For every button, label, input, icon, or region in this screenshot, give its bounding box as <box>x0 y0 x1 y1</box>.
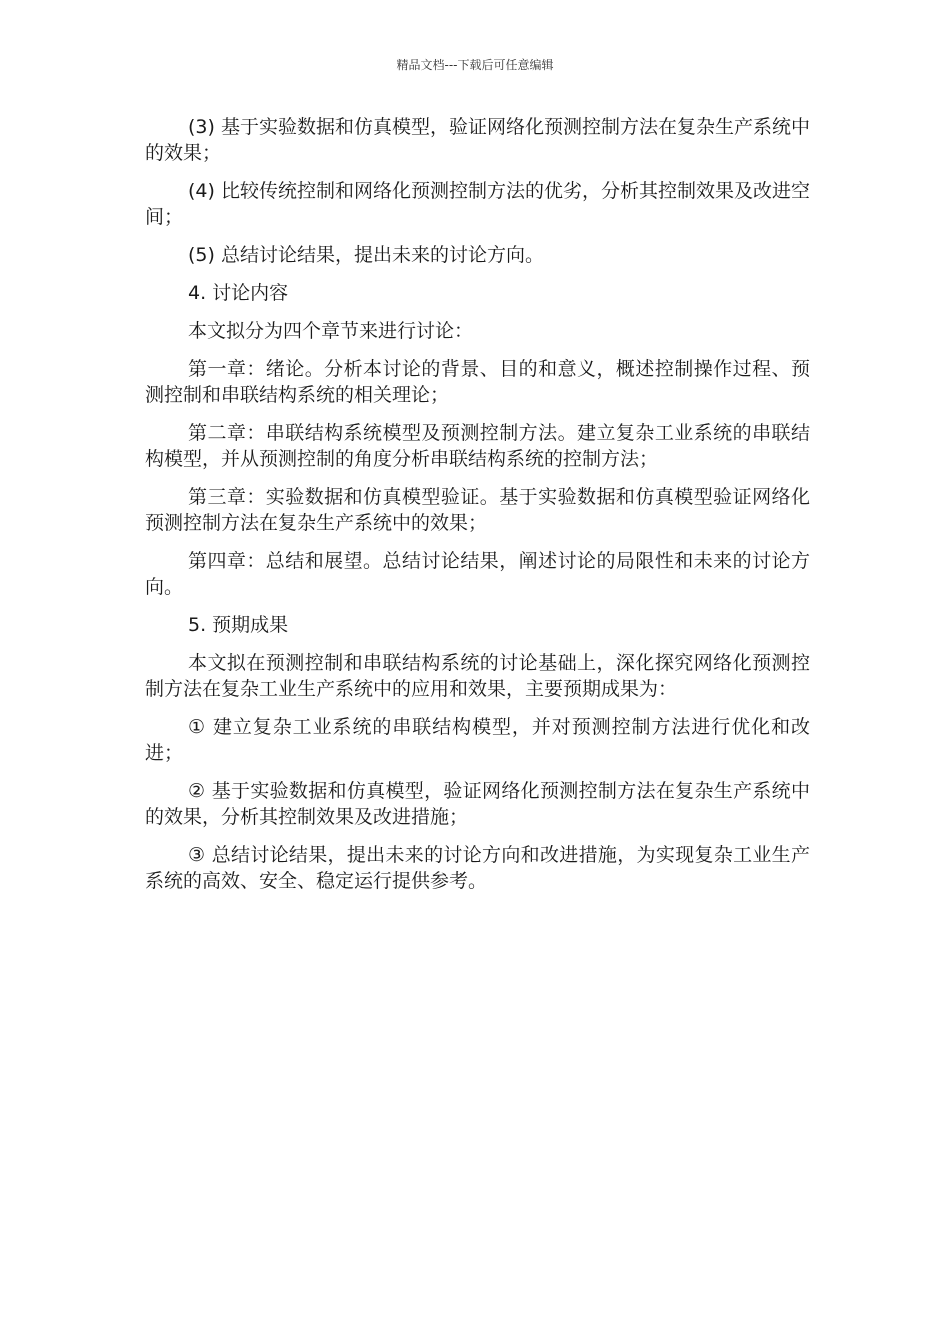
paragraph-objective-3: (3) 基于实验数据和仿真模型，验证网络化预测控制方法在复杂生产系统中的效果； <box>145 116 810 164</box>
paragraph-expected-intro: 本文拟在预测控制和串联结构系统的讨论基础上，深化探究网络化预测控制方法在复杂工业生产系统中的应用和效果，主要预期成果为： <box>145 652 810 700</box>
paragraph-expected-3: ③ 总结讨论结果，提出未来的讨论方向和改进措施，为实现复杂工业生产系统的高效、安全、稳定运行提供参考。 <box>145 844 810 892</box>
paragraph-chapters-intro: 本文拟分为四个章节来进行讨论： <box>188 320 474 342</box>
paragraph-chapter-3: 第三章：实验数据和仿真模型验证。基于实验数据和仿真模型验证网络化预测控制方法在复杂生产系统中的效果； <box>145 486 810 534</box>
paragraph-objective-4: (4) 比较传统控制和网络化预测控制方法的优劣，分析其控制效果及改进空间； <box>145 180 810 228</box>
paragraph-chapter-2: 第二章：串联结构系统模型及预测控制方法。建立复杂工业系统的串联结构模型，并从预测控制的角度分析串联结构系统的控制方法； <box>145 422 810 470</box>
paragraph-expected-2: ② 基于实验数据和仿真模型，验证网络化预测控制方法在复杂生产系统中的效果，分析其控制效果及改进措施； <box>145 780 810 828</box>
paragraph-objective-5: (5) 总结讨论结果，提出未来的讨论方向。 <box>188 244 544 266</box>
paragraph-expected-1: ① 建立复杂工业系统的串联结构模型，并对预测控制方法进行优化和改进； <box>145 716 810 764</box>
section-heading-research-content: 4. 讨论内容 <box>188 282 289 304</box>
document-body <box>145 114 810 906</box>
section-heading-expected-results: 5. 预期成果 <box>188 614 289 636</box>
paragraph-chapter-4: 第四章：总结和展望。总结讨论结果，阐述讨论的局限性和未来的讨论方向。 <box>145 550 810 598</box>
page-header: 精品文档---下载后可任意编辑 <box>396 58 554 72</box>
paragraph-chapter-1: 第一章：绪论。分析本讨论的背景、目的和意义，概述控制操作过程、预测控制和串联结构系统的相关理论； <box>145 358 810 406</box>
